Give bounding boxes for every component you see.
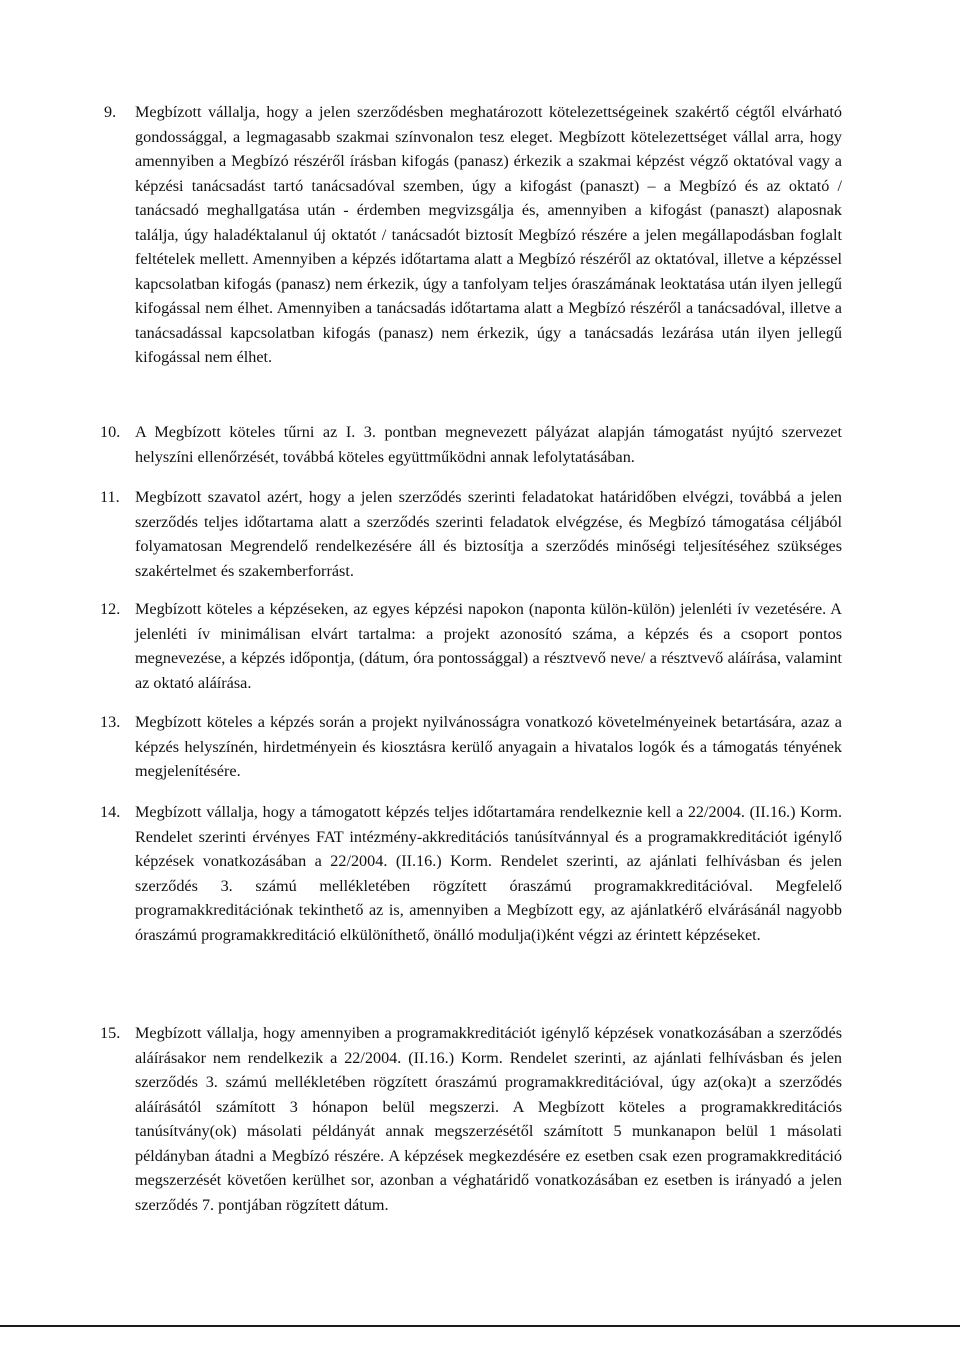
paragraph-9: [104, 100, 842, 370]
paragraph-12: [100, 597, 842, 695]
paragraph-number: 9.: [104, 103, 117, 121]
paragraph-text: A Megbízott köteles tűrni az I. 3. pontban megnevezett pályázat alapján támogatást nyújtó szervezet helyszíni ellenőrzését, továbbá köteles együttműködni annak lefolytatásában.: [135, 423, 842, 466]
paragraph-15: [100, 1021, 842, 1217]
paragraph-number: 13.: [100, 713, 121, 731]
paragraph-number: 10.: [100, 423, 121, 441]
paragraph-text: Megbízott szavatol azért, hogy a jelen szerződés szerinti feladatokat határidőben elvégzi, továbbá a jelen szerződés teljes időtartama alatt a szerződés szerinti feladatok elvégzése, és Megbízó támogatása céljából folyamatosan Megrendelő rendelkezésére áll és biztosítja a szerződés minőségi teljesítéséhez szükséges szakértelmet és szakemberforrást.: [135, 488, 842, 580]
paragraph-text: Megbízott vállalja, hogy a jelen szerződésben meghatározott kötelezettségeinek szakértő cégtől elvárható gondossággal, a legmagasabb szakmai színvonalon tesz eleget. Megbízott kötelezettséget vállal arra, hogy amennyiben a Megbízó részéről írásban kifogás (panasz) érkezik a szakmai képzést végző oktatóval vagy a képzési tanácsadást tartó tanácsadóval szemben, úgy a kifogást (panaszt) – a Megbízó és az oktató / tanácsadó meghallgatása után - érdemben megvizsgálja és, amennyiben a kifogást (panaszt) alaposnak találja, úgy haladéktalanul új oktatót / tanácsadót biztosít Megbízó részére a jelen megállapodásban foglalt feltételek mellett. Amennyiben a képzés időtartama alatt a Megbízó részéről az oktatóval, illetve a képzéssel kapcsolatban kifogás (panasz) nem érkezik, úgy a tanfolyam teljes óraszámának leoktatása után ilyen jellegű kifogással nem élhet. Amennyiben a tanácsadás időtartama alatt a Megbízó részéről a tanácsadóval, illetve a tanácsadással kapcsolatban kifogás (panasz) nem érkezik, úgy a tanácsadás lezárása után ilyen jellegű kifogással nem élhet.: [135, 103, 842, 366]
paragraph-13: [100, 710, 842, 784]
paragraph-text: Megbízott köteles a képzéseken, az egyes képzési napokon (naponta külön-külön) jelenléti ív vezetésére. A jelenléti ív minimálisan elvárt tartalma: a projekt azonosító száma, a képzés és a csoport pontos megnevezése, a képzés időpontja, (dátum, óra pontossággal) a résztvevő neve/ a résztvevő aláírása, valamint az oktató aláírása.: [135, 600, 842, 692]
paragraph-number: 11.: [100, 488, 120, 506]
paragraph-14: [100, 800, 842, 947]
paragraph-number: 15.: [100, 1024, 121, 1042]
page-bottom-border: [0, 1325, 960, 1327]
paragraph-10: [100, 420, 842, 469]
paragraph-text: Megbízott vállalja, hogy a támogatott képzés teljes időtartamára rendelkeznie kell a 22/2004. (II.16.) Korm. Rendelet szerinti érvényes FAT intézmény-akkreditációs tanúsítvánnyal és a programakkreditációt igénylő képzések vonatkozásában a 22/2004. (II.16.) Korm. Rendelet szerinti, az ajánlati felhívásban és jelen szerződés 3. számú mellékletében rögzített óraszámú programakkreditációval. Megfelelő programakkreditációnak tekinthető az is, amennyiben a Megbízott egy, az ajánlatkérő elvárásánál nagyobb óraszámú programakkreditáció elkülöníthető, önálló modulja(i)ként végzi az érintett képzéseket.: [135, 803, 842, 944]
paragraph-number: 12.: [100, 600, 121, 618]
paragraph-text: Megbízott köteles a képzés során a projekt nyilvánosságra vonatkozó követelményeinek betartására, azaz a képzés helyszínén, hirdetményein és kiosztásra kerülő anyagain a hivatalos logók és a támogatás tényének megjelenítésére.: [135, 713, 842, 780]
paragraph-text: Megbízott vállalja, hogy amennyiben a programakkreditációt igénylő képzések vonatkozásában a szerződés aláírásakor nem rendelkezik a 22/2004. (II.16.) Korm. Rendelet szerinti, az ajánlati felhívásban és jelen szerződés 3. számú mellékletében rögzített óraszámú programakkreditációval, úgy az(oka)t a szerződés aláírásától számított 3 hónapon belül megszerzi. A Megbízott köteles a programakkreditációs tanúsítvány(ok) másolati példányát annak megszerzésétől számított 5 munkanapon belül 1 másolati példányban átadni a Megbízó részére. A képzések megkezdésére ez esetben csak ezen programakkreditáció megszerzését követően kerülhet sor, azonban a véghatáridő vonatkozásában ez esetben is irányadó a jelen szerződés 7. pontjában rögzített dátum.: [135, 1024, 842, 1214]
paragraph-number: 14.: [100, 803, 121, 821]
paragraph-11: [100, 485, 842, 583]
